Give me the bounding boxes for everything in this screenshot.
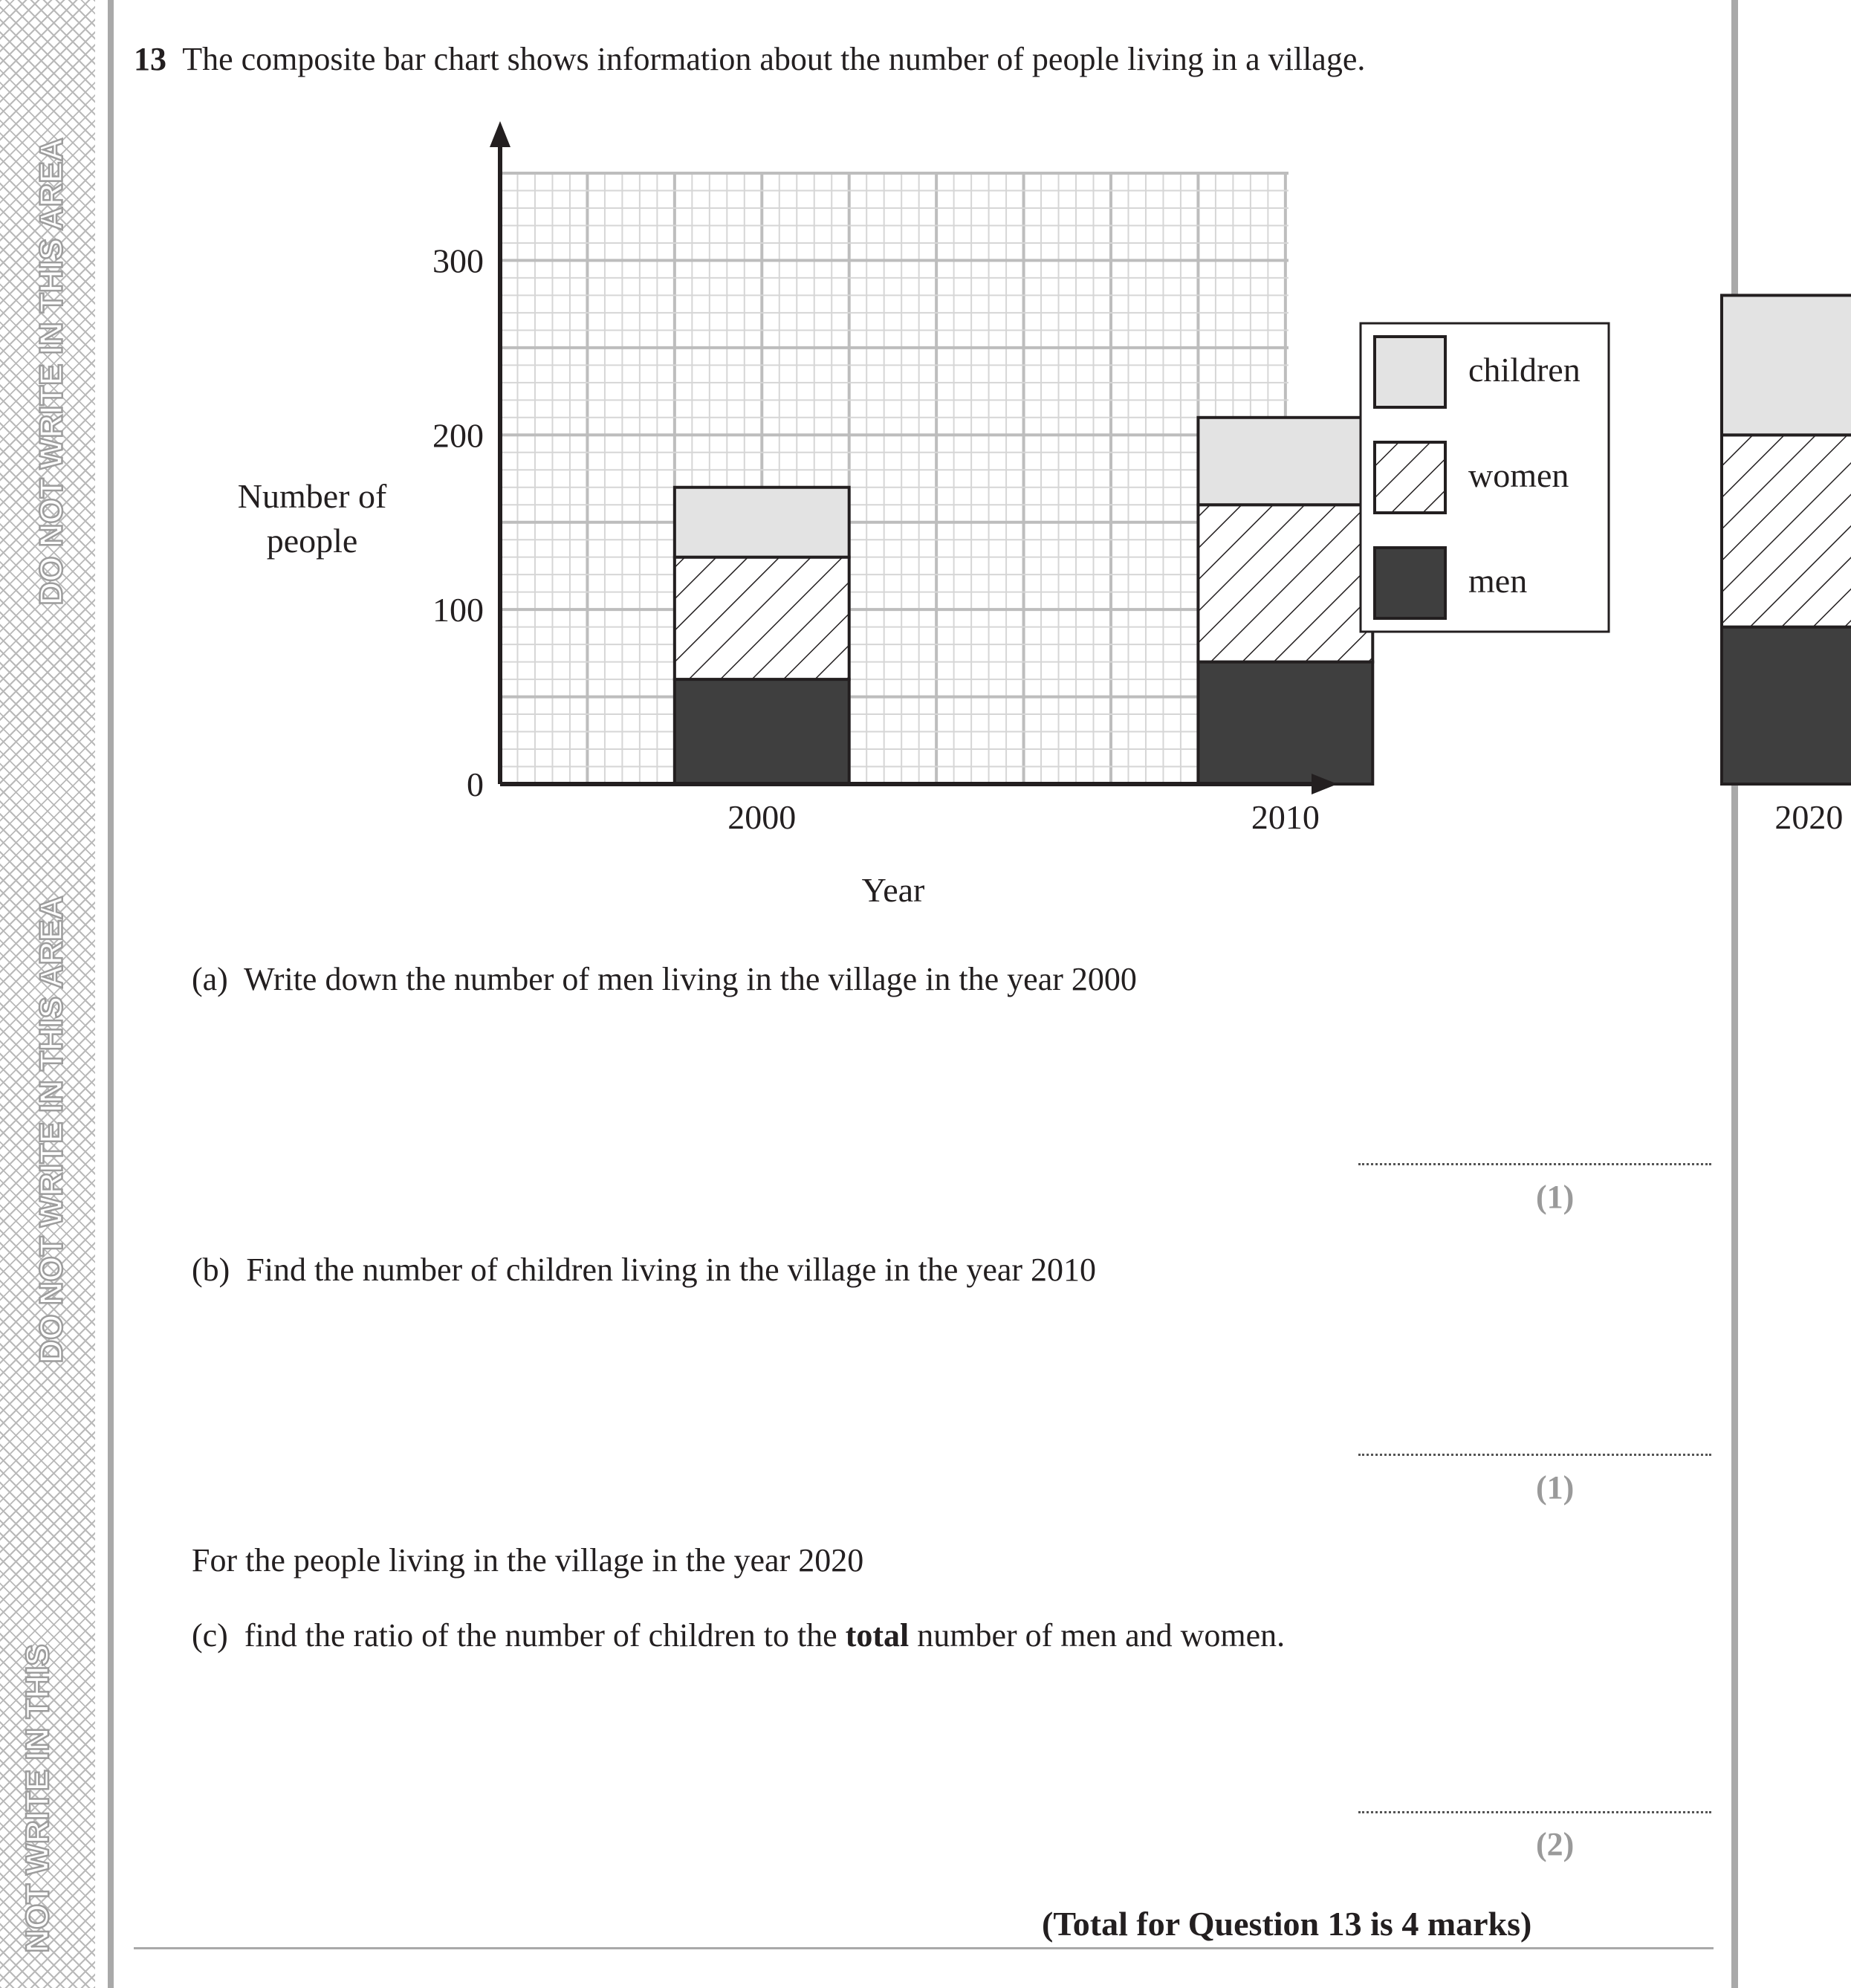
question-stem: [134, 40, 1365, 78]
x-axis-label: Year: [861, 871, 925, 909]
bottom-rule: [134, 1947, 1714, 1949]
legend-swatch-children: [1375, 337, 1445, 407]
part-c-lead-in: For the people living in the village in the year 2020: [192, 1542, 864, 1579]
marks-b: (1): [1536, 1469, 1575, 1506]
margin-notice-1: DO NOT WRITE IN THIS AREA: [33, 137, 70, 606]
question-number: 13: [134, 41, 166, 77]
chart-legend: [1361, 323, 1609, 632]
bar-2020-men: [1722, 627, 1851, 784]
answer-line-c[interactable]: [1358, 1811, 1711, 1813]
bar-2020-children: [1722, 295, 1851, 435]
x-tick-labels: [727, 798, 1843, 836]
composite-bar-chart: [215, 111, 1844, 929]
legend-swatch-men: [1375, 548, 1445, 618]
bar-2010-men: [1198, 662, 1372, 784]
left-border: [108, 0, 114, 1988]
x-tick-label: 2000: [727, 798, 797, 836]
part-a-label: (a): [192, 961, 228, 997]
legend-label-men: men: [1468, 562, 1528, 600]
bar-2010-children: [1198, 418, 1372, 505]
bar-2000-women: [675, 557, 849, 679]
y-tick-label: 0: [467, 765, 484, 803]
legend-label-children: children: [1468, 351, 1581, 389]
bar-2020-women: [1722, 435, 1851, 626]
chart-grid: [500, 173, 1288, 784]
x-tick-label: 2010: [1251, 798, 1320, 836]
part-c-label: (c): [192, 1617, 228, 1654]
part-a-text: Write down the number of men living in the village in the year 2000: [244, 961, 1137, 997]
question-stem-text: The composite bar chart shows information about the number of people living in a village.: [182, 41, 1366, 77]
bar-2000-men: [675, 679, 849, 784]
answer-line-b[interactable]: [1358, 1454, 1711, 1456]
margin-notice-2: DO NOT WRITE IN THIS AREA: [33, 896, 70, 1364]
question-total: (Total for Question 13 is 4 marks): [1042, 1905, 1532, 1943]
legend-swatch-women: [1375, 442, 1445, 513]
part-c-text-before: find the ratio of the number of children to the: [244, 1617, 846, 1654]
part-b: [192, 1251, 1096, 1289]
marks-a: (1): [1536, 1179, 1575, 1215]
y-axis-label-line2: people: [266, 522, 358, 560]
marks-c: (2): [1536, 1826, 1575, 1862]
part-c-text-after: number of men and women.: [909, 1617, 1286, 1654]
part-b-label: (b): [192, 1252, 230, 1288]
part-a: [192, 960, 1137, 998]
y-axis-arrow: [490, 121, 510, 147]
part-c: [192, 1616, 1285, 1654]
y-tick-labels: [432, 242, 484, 803]
y-axis-label-line1: Number of: [237, 477, 387, 515]
answer-line-a[interactable]: [1358, 1163, 1711, 1165]
y-tick-label: 200: [432, 416, 484, 455]
bar-2010-women: [1198, 505, 1372, 661]
bar-2000-children: [675, 488, 849, 557]
legend-label-women: women: [1468, 456, 1569, 494]
x-tick-label: 2020: [1774, 798, 1844, 836]
part-c-text-bold: total: [845, 1617, 910, 1654]
y-tick-label: 300: [432, 242, 484, 280]
y-tick-label: 100: [432, 591, 484, 629]
part-b-text: Find the number of children living in the village in the year 2010: [246, 1252, 1097, 1288]
margin-notice-3: NOT WRITE IN THIS: [19, 1644, 56, 1953]
